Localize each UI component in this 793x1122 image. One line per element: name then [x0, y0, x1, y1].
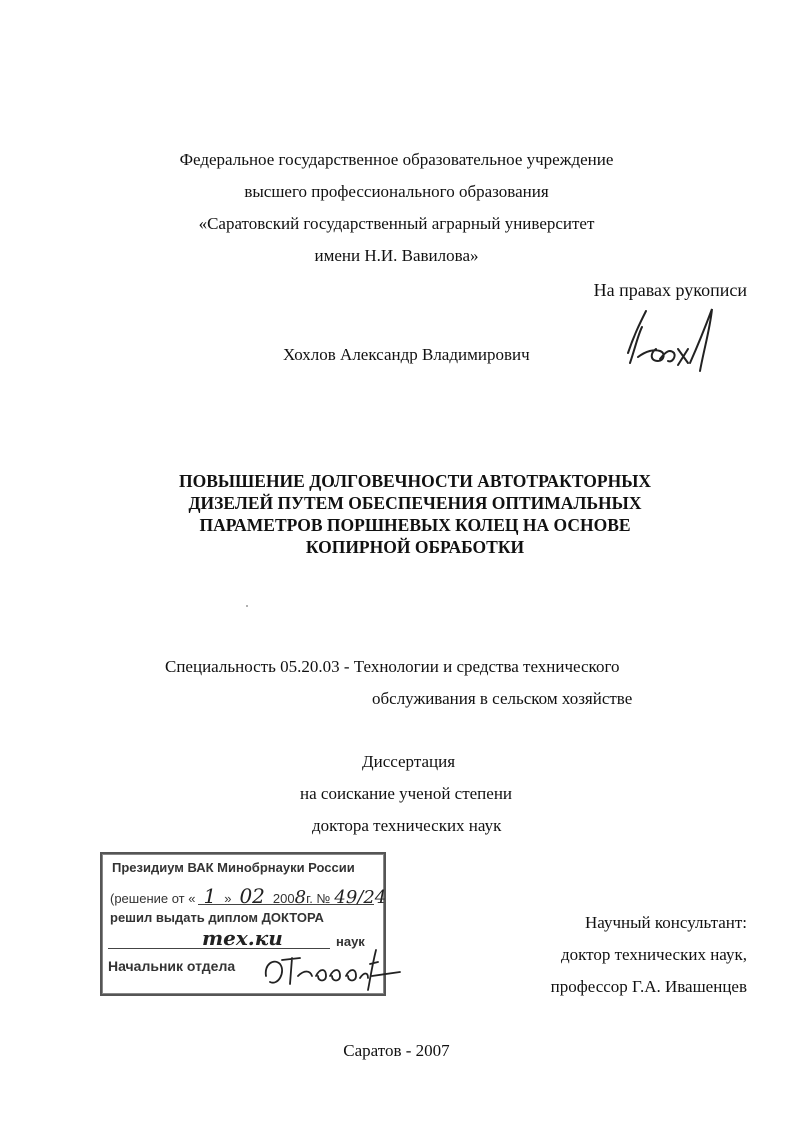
stamp-line-1: Президиум ВАК Минобрнауки России [112, 860, 355, 875]
stamp-official-signature [260, 946, 410, 994]
stamp-line-3: решил выдать диплом ДОКТОРА [110, 910, 324, 925]
vak-stamp [100, 852, 386, 996]
stamp-decision-quote: » [224, 891, 232, 906]
consultant-label: Научный консультант: [585, 913, 747, 932]
title-line-4: КОПИРНОЙ ОБРАБОТКИ [305, 537, 525, 557]
title-line-3: ПАРАМЕТРОВ ПОРШНЕВЫХ КОЛЕЦ НА ОСНОВЕ [199, 515, 631, 535]
stamp-hand-year: 8 [294, 887, 307, 908]
stamp-underline-date [198, 904, 374, 905]
title-line-1: ПОВЫШЕНИЕ ДОЛГОВЕЧНОСТИ АВТОТРАКТОРНЫХ [178, 471, 652, 491]
institution-line-1: Федеральное государственное образовательное учреждение [179, 150, 614, 169]
stamp-decision-number: г. № [306, 891, 331, 906]
author-signature [620, 305, 720, 385]
specialty-line-1: Специальность 05.20.03 - Технологии и средства технического [165, 657, 620, 676]
stamp-hand-month: 02 [239, 884, 265, 908]
institution-line-4: имени Н.И. Вавилова» [314, 246, 479, 265]
stamp-decision-prefix: (решение от « [110, 891, 196, 906]
stamp-hand-day: 1 [203, 884, 217, 908]
degree-field-line: доктора технических наук [312, 816, 502, 835]
title-line-2: ДИЗЕЛЕЙ ПУТЕМ ОБЕСПЕЧЕНИЯ ОПТИМАЛЬНЫХ [188, 493, 642, 513]
degree-line: на соискание ученой степени [300, 784, 513, 803]
consultant-degree: доктор технических наук, [560, 945, 747, 964]
author-name: Хохлов Александр Владимирович [283, 345, 530, 364]
consultant-name: профессор Г.А. Ивашенцев [550, 977, 747, 996]
stamp-decision-year: 200 [272, 891, 295, 906]
institution-line-2: высшего профессионального образования [244, 182, 549, 201]
manuscript-rights: На правах рукописи [593, 280, 747, 300]
specialty-line-2: обслуживания в сельском хозяйстве [372, 689, 633, 708]
stamp-hand-field: тех.ки [202, 926, 283, 950]
dissertation-title [160, 470, 670, 558]
dissertation-label: Диссертация [362, 752, 456, 771]
city-year: Саратов - 2007 [343, 1041, 450, 1060]
stamp-line-4: наук [336, 934, 365, 949]
scan-speck [246, 605, 248, 607]
stamp-line-5: Начальник отдела [108, 958, 236, 974]
stamp-hand-number: 49/24 [334, 887, 387, 908]
institution-line-3: «Саратовский государственный аграрный университет [198, 214, 595, 233]
